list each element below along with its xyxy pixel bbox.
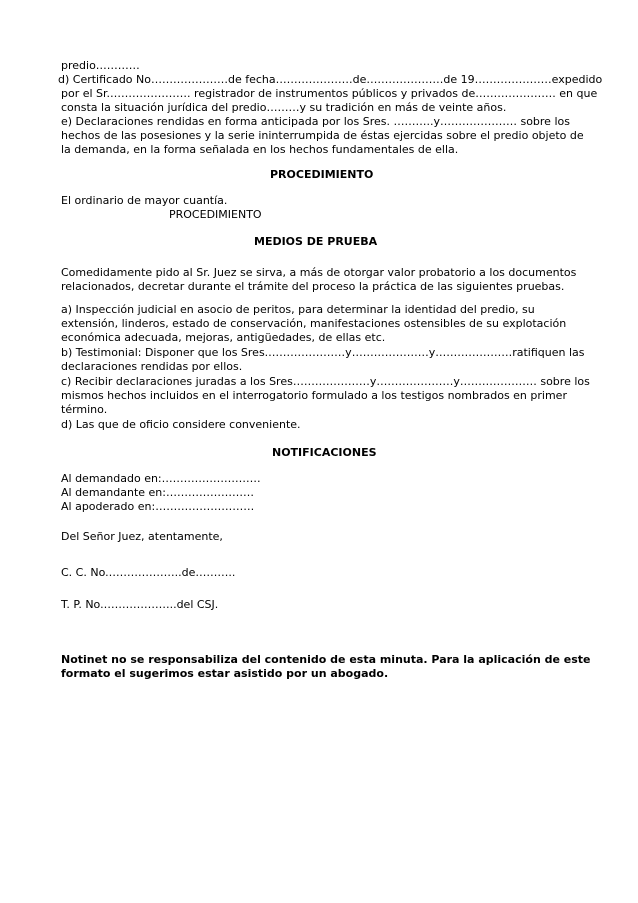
medios-heading: MEDIOS DE PRUEBA xyxy=(254,235,378,248)
notificacion-line: Al demandado en:……………………… xyxy=(61,472,261,485)
disclaimer-line: Notinet no se responsabiliza del contenido de esta minuta. Para la aplicación de este xyxy=(61,653,591,666)
prueba-a-line: extensión, linderos, estado de conservación, manifestaciones ostensibles de su explotación xyxy=(61,317,567,330)
procedimiento-heading: PROCEDIMIENTO xyxy=(270,168,374,181)
intro-line: consta la situación jurídica del predio………y su tradición en más de veinte años. xyxy=(61,101,507,114)
prueba-c-line: c) Recibir declaraciones juradas a los Sres…………………y…………………y………………… sobre los xyxy=(61,375,590,388)
prueba-b-line: declaraciones rendidas por ellos. xyxy=(61,360,243,373)
closing-greeting: Del Señor Juez, atentamente, xyxy=(61,530,223,543)
prueba-a-line: económica adecuada, mejoras, antigüedades, de ellas etc. xyxy=(61,331,386,344)
signature-tp: T. P. No.………………..del CSJ. xyxy=(61,598,219,611)
intro-line: la demanda, en la forma señalada en los hechos fundamentales de ella. xyxy=(61,143,459,156)
intro-line: e) Declaraciones rendidas en forma anticipada por los Sres. ………..y………………… sobre los xyxy=(61,115,570,128)
intro-line: hechos de las posesiones y la serie ininterrumpida de éstas ejercidas sobre el predio objeto de xyxy=(61,129,584,142)
signature-cc: C. C. No.………………..de……….. xyxy=(61,566,236,579)
intro-line: predio………… xyxy=(61,59,140,72)
prueba-a-line: a) Inspección judicial en asocio de peritos, para determinar la identidad del predio, su xyxy=(61,303,535,316)
procedimiento-text: El ordinario de mayor cuantía. xyxy=(61,194,228,207)
disclaimer-line: formato el sugerimos estar asistido por un abogado. xyxy=(61,667,389,680)
procedimiento-repeat: PROCEDIMIENTO xyxy=(169,208,262,221)
medios-intro-line: relacionados, decretar durante el trámite del proceso la práctica de las siguientes pruebas. xyxy=(61,280,565,293)
prueba-d-line: d) Las que de oficio considere conveniente. xyxy=(61,418,301,431)
intro-line: por el Sr.…………………. registrador de instrumentos públicos y privados de…………………. en que xyxy=(61,87,598,100)
notificacion-line: Al apoderado en:……………………… xyxy=(61,500,255,513)
prueba-b-line: b) Testimonial: Disponer que los Sres.…………………y…………………y…………………ratifiquen las xyxy=(61,346,585,359)
prueba-c-line: mismos hechos incluidos en el interrogatorio formulado a los testigos nombrados en primer xyxy=(61,389,567,402)
intro-line: d) Certificado No…………………de fecha…………………de…………………de 19…………………expedido xyxy=(58,73,603,86)
notificacion-line: Al demandante en:…………………… xyxy=(61,486,254,499)
prueba-c-line: término. xyxy=(61,403,108,416)
notificaciones-heading: NOTIFICACIONES xyxy=(272,446,377,459)
medios-intro-line: Comedidamente pido al Sr. Juez se sirva, a más de otorgar valor probatorio a los documentos xyxy=(61,266,577,279)
